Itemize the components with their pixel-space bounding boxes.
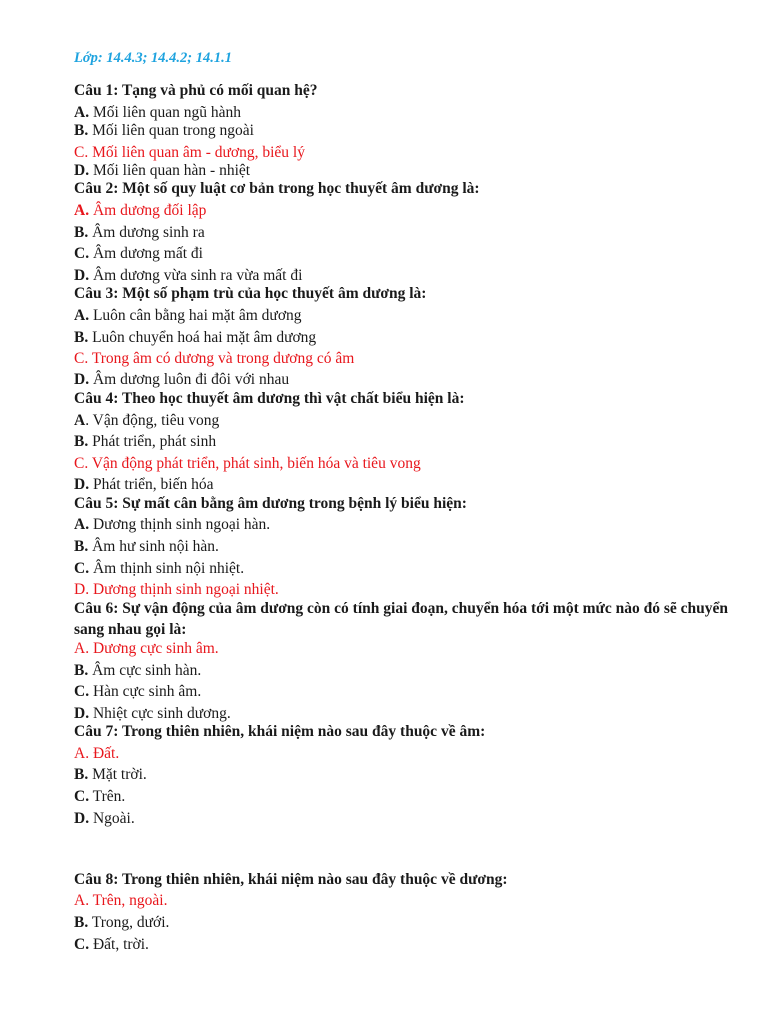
option-letter: D.	[74, 267, 90, 284]
option-letter: A.	[74, 307, 90, 324]
question-number: Câu 3:	[74, 285, 119, 302]
question-number: Câu 6:	[74, 600, 119, 617]
option-8b	[74, 913, 169, 933]
option-text: Phát triển, phát sinh	[88, 433, 217, 450]
option-letter: C.	[74, 936, 90, 953]
option-4a	[74, 411, 219, 431]
option-text: Âm hư sinh nội hàn.	[88, 538, 219, 555]
option-letter: C.	[74, 245, 90, 262]
option-2b	[74, 223, 205, 243]
option-letter: D.	[74, 581, 90, 598]
option-text: Luôn chuyển hoá hai mặt âm dương	[88, 329, 317, 346]
option-letter: B.	[74, 224, 89, 241]
option-text: Trong, dưới.	[88, 914, 170, 931]
question-text: Sự mất cân bằng âm dương trong bệnh lý biểu hiện:	[118, 495, 467, 512]
option-letter: A.	[74, 104, 90, 121]
option-text: Âm dương đối lập	[89, 202, 207, 219]
option-text: Phát triển, biến hóa	[89, 476, 214, 493]
option-text: Hàn cực sinh âm.	[89, 683, 202, 700]
question-2	[74, 179, 480, 199]
option-4d	[74, 475, 213, 495]
option-2c	[74, 244, 203, 264]
option-text: Đất.	[89, 745, 120, 762]
option-text: Trong âm có dương và trong dương có âm	[88, 350, 355, 367]
option-text: Âm dương mất đi	[89, 245, 203, 262]
option-letter: C.	[74, 350, 89, 367]
option-6a-correct	[74, 639, 219, 659]
question-text: Theo học thuyết âm dương thì vật chất biểu hiện là:	[118, 390, 465, 407]
option-letter: B.	[74, 433, 89, 450]
question-text: Trong thiên nhiên, khái niệm nào sau đây thuộc về dương:	[118, 871, 508, 888]
option-3c-correct	[74, 349, 354, 369]
option-text: Mặt trời.	[88, 766, 147, 783]
question-4	[74, 389, 465, 409]
option-1b	[74, 121, 254, 141]
question-number: Câu 1:	[74, 82, 119, 99]
option-3d	[74, 370, 289, 390]
option-letter: D.	[74, 476, 90, 493]
option-letter: A.	[74, 745, 90, 762]
option-letter: C.	[74, 560, 90, 577]
question-7	[74, 722, 485, 742]
question-number: Câu 7:	[74, 723, 119, 740]
option-letter: B.	[74, 662, 89, 679]
option-8a-correct	[74, 891, 167, 911]
question-text: Một số quy luật cơ bản trong học thuyết âm dương là:	[118, 180, 480, 197]
option-text: Đất, trời.	[89, 936, 149, 953]
option-text: Trên.	[89, 788, 126, 805]
option-text: Âm dương vừa sinh ra vừa mất đi	[89, 267, 303, 284]
option-text: Dương thịnh sinh ngoại nhiệt.	[89, 581, 279, 598]
option-text: Âm dương luôn đi đôi với nhau	[89, 371, 290, 388]
option-1c-correct	[74, 143, 305, 163]
option-letter: A.	[74, 516, 90, 533]
question-5	[74, 494, 467, 514]
option-3a	[74, 306, 302, 326]
option-5b	[74, 537, 219, 557]
option-5a	[74, 515, 270, 535]
question-3	[74, 284, 426, 304]
option-letter: D.	[74, 162, 90, 179]
option-letter: A.	[74, 892, 90, 909]
option-text: Âm dương sinh ra	[88, 224, 205, 241]
class-list-heading: Lớp: 14.4.3; 14.4.2; 14.1.1	[74, 50, 232, 66]
option-letter: C.	[74, 455, 89, 472]
option-7b	[74, 765, 147, 785]
option-letter: B.	[74, 914, 89, 931]
option-1a	[74, 103, 241, 123]
question-8	[74, 870, 507, 890]
question-text: Trong thiên nhiên, khái niệm nào sau đây thuộc về âm:	[118, 723, 486, 740]
option-3b	[74, 328, 316, 348]
question-number: Câu 5:	[74, 495, 119, 512]
option-text: Âm cực sinh hàn.	[88, 662, 202, 679]
option-2d	[74, 266, 302, 286]
option-text: Mối liên quan hàn - nhiệt	[89, 162, 251, 179]
option-7d	[74, 809, 135, 829]
option-5d-correct	[74, 580, 279, 600]
option-text: Mối liên quan trong ngoài	[88, 122, 254, 139]
question-1	[74, 81, 317, 101]
question-number: Câu 2:	[74, 180, 119, 197]
option-7a-correct	[74, 744, 119, 764]
option-text: Luôn cân bằng hai mặt âm dương	[89, 307, 302, 324]
question-text: Sự vận động của âm dương còn có tính giai đoạn, chuyển hóa tới một mức nào đó sẽ chuyển sang nhau gọi là:	[74, 600, 728, 638]
option-letter: A.	[74, 202, 90, 219]
option-letter: B.	[74, 122, 89, 139]
option-8c	[74, 935, 149, 955]
option-letter: A	[74, 412, 86, 429]
question-6	[74, 598, 734, 640]
option-text: Âm thịnh sinh nội nhiệt.	[89, 560, 245, 577]
option-6b	[74, 661, 201, 681]
question-number: Câu 4:	[74, 390, 119, 407]
option-text: Ngoài.	[89, 810, 135, 827]
question-text: Một số phạm trù của học thuyết âm dương là:	[118, 285, 427, 302]
question-text: Tạng và phủ có mối quan hệ?	[118, 82, 318, 99]
option-6d	[74, 704, 231, 724]
option-text: Trên, ngoài.	[89, 892, 168, 909]
option-text: Nhiệt cực sinh dương.	[89, 705, 231, 722]
option-text: Mối liên quan ngũ hành	[89, 104, 242, 121]
option-7c	[74, 787, 125, 807]
question-number: Câu 8:	[74, 871, 119, 888]
option-letter: B.	[74, 329, 89, 346]
option-letter: D.	[74, 810, 90, 827]
option-letter: A.	[74, 640, 90, 657]
option-letter: B.	[74, 538, 89, 555]
option-5c	[74, 559, 244, 579]
option-letter: D.	[74, 371, 90, 388]
option-text: Dương cực sinh âm.	[89, 640, 219, 657]
option-letter: C.	[74, 788, 90, 805]
option-text: Vận động phát triển, phát sinh, biến hóa và tiêu vong	[88, 455, 421, 472]
option-1d	[74, 161, 250, 181]
option-letter: C.	[74, 144, 89, 161]
option-letter: C.	[74, 683, 90, 700]
option-text: . Vận động, tiêu vong	[85, 412, 220, 429]
option-letter: D.	[74, 705, 90, 722]
option-6c	[74, 682, 201, 702]
option-2a-correct	[74, 201, 206, 221]
option-4b	[74, 432, 216, 452]
option-4c-correct	[74, 454, 421, 474]
option-letter: B.	[74, 766, 89, 783]
option-text: Mối liên quan âm - dương, biểu lý	[88, 144, 305, 161]
option-text: Dương thịnh sinh ngoại hàn.	[89, 516, 271, 533]
